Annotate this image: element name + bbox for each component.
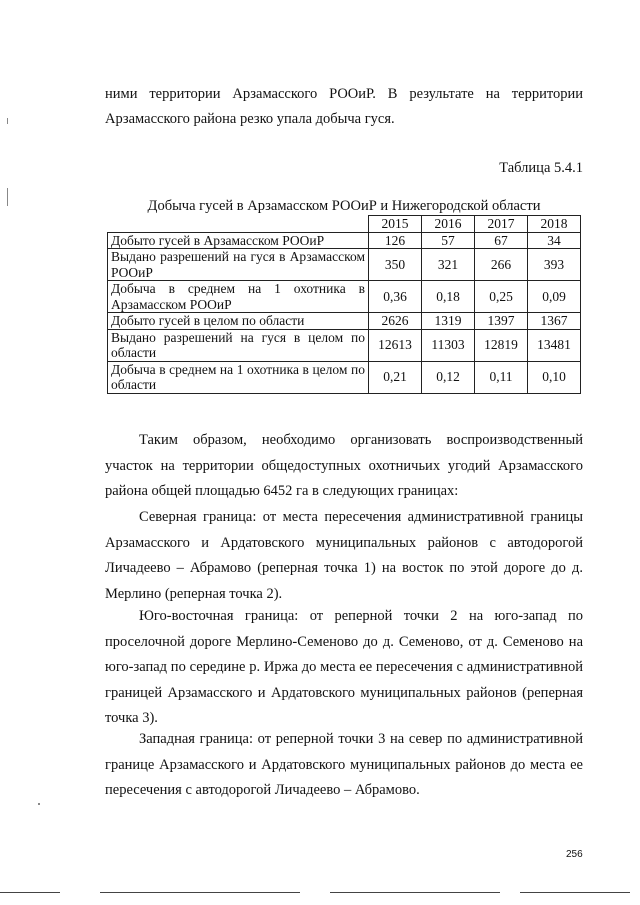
intro-line-2: Арзамасского района резко упала добыча гуся. [105,111,395,127]
table-header-year: 2017 [475,216,528,233]
row-label: Добыча в среднем на 1 охотника в Арзамасском РООиР [108,281,369,313]
cell-value: 126 [369,232,422,249]
table-header-year: 2015 [369,216,422,233]
row-label: Добыто гусей в Арзамасском РООиР [108,232,369,249]
table-row [108,249,581,281]
cell-value: 13481 [528,329,581,361]
cell-value: 321 [422,249,475,281]
cell-value: 0,09 [528,281,581,313]
cell-value: 2626 [369,313,422,330]
cell-value: 0,18 [422,281,475,313]
scan-artifact [7,118,8,124]
cell-value: 0,25 [475,281,528,313]
cell-value: 57 [422,232,475,249]
table-label: Таблица 5.4.1 [499,160,583,176]
cell-value: 12613 [369,329,422,361]
scan-edge-line [0,892,60,893]
table-row [108,329,581,361]
table-row [108,232,581,249]
table-row [108,281,581,313]
table-row [108,313,581,330]
cell-value: 0,11 [475,361,528,393]
scan-edge-line [520,892,630,893]
cell-value: 1319 [422,313,475,330]
cell-value: 67 [475,232,528,249]
row-label: Добыто гусей в целом по области [108,313,369,330]
table-header-year: 2016 [422,216,475,233]
table-header-blank [108,216,369,233]
paragraph-west-boundary: Западная граница: от реперной точки 3 на север по административной границе Арзамасского и Ардатовского муниципальных районов до места ее пересечения с автодорогой Личадеево – Абрамово. [105,731,583,798]
cell-value: 0,36 [369,281,422,313]
table-header-row [108,216,581,233]
cell-value: 11303 [422,329,475,361]
cell-value: 350 [369,249,422,281]
cell-value: 266 [475,249,528,281]
page-number: 256 [566,849,583,860]
cell-value: 0,12 [422,361,475,393]
paragraph-north-boundary: Северная граница: от места пересечения административной границы Арзамасского и Ардатовского муниципальных районов с автодорогой Личадеево – Абрамово (реперная точка 1) на восток по этой дороге до д. Мерлино (реперная точка 2). [105,509,583,602]
cell-value: 0,10 [528,361,581,393]
cell-value: 1367 [528,313,581,330]
cell-value: 393 [528,249,581,281]
table-header-year: 2018 [528,216,581,233]
cell-value: 0,21 [369,361,422,393]
table-title: Добыча гусей в Арзамасском РООиР и Нижегородской области [147,198,541,214]
cell-value: 12819 [475,329,528,361]
paragraph-conclusion: Таким образом, необходимо организовать воспроизводственный участок на территории общедоступных охотничьих угодий Арзамасского района общей площадью 6452 га в следующих границах: [105,432,583,499]
harvest-table [107,215,581,394]
row-label: Выдано разрешений на гуся в целом по области [108,329,369,361]
paragraph-southeast-boundary: Юго-восточная граница: от реперной точки 2 на юго-запад по проселочной дороге Мерлино-Семеново до д. Семеново, от д. Семеново на юго-запад по середине р. Иржа до места ее пересечения с административной границей Арзамасского и Ардатовского муниципальных районов (реперная точка 3). [105,608,583,726]
scan-edge-line [100,892,300,893]
row-label: Выдано разрешений на гуся в Арзамасском РООиР [108,249,369,281]
row-label: Добыча в среднем на 1 охотника в целом по области [108,361,369,393]
cell-value: 1397 [475,313,528,330]
scan-edge-line [330,892,500,893]
intro-line-1: ними территории Арзамасского РООиР. В результате на территории [105,86,583,102]
scan-artifact [7,188,8,206]
scan-artifact [38,803,40,805]
cell-value: 34 [528,232,581,249]
table-row [108,361,581,393]
